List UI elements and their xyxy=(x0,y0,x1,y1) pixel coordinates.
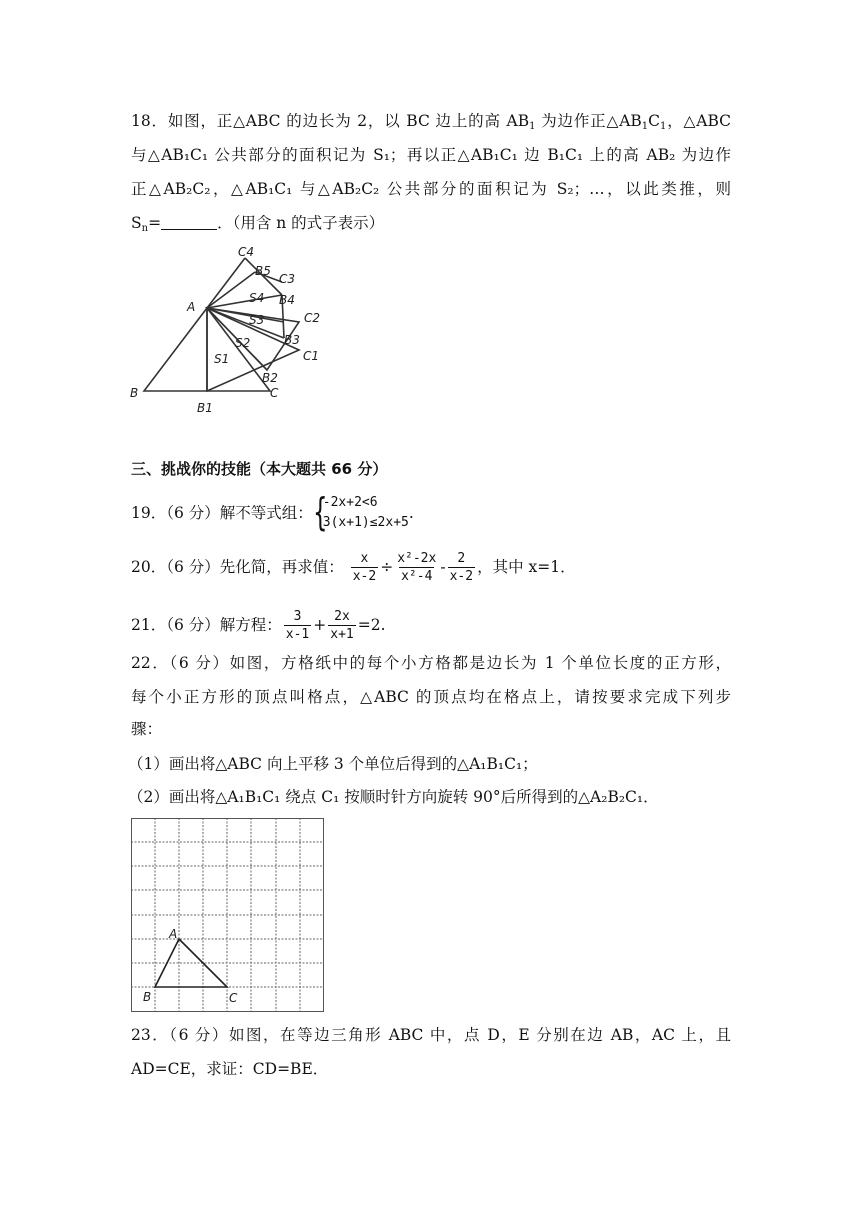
label: B2 xyxy=(262,371,278,385)
fraction: $\frac{2}{x-2}$ xyxy=(449,550,474,584)
section-heading: 三、挑战你的技能（本大题共 66 分） xyxy=(131,460,388,478)
fraction: $\frac{\text{x²-2x}}{\text{x²-4}}$ xyxy=(397,550,437,584)
q23-line2: AD=CE，求证：CD=BE． xyxy=(131,1060,329,1078)
q18-triangle-figure xyxy=(127,240,327,418)
answer-blank[interactable] xyxy=(161,215,217,230)
label: B4 xyxy=(279,293,295,307)
q18-line3: 正△AB₂C₂，△AB₁C₁ 与△AB₂C₂ 公共部分的面积记为 S₂；…，以此类推，则 xyxy=(131,180,731,198)
label: C xyxy=(270,386,279,400)
q20: 20．（6 分）先化简，再求值： $\frac{x}{x-2}$ ÷ $\frac{\text{x²-2x}}{\text{x²-4}}$ - $\frac{2}{x-2}$ ，其中 x=1． xyxy=(131,550,576,584)
label: S4 xyxy=(249,291,265,305)
q18-line2: 与△AB₁C₁ 公共部分的面积记为 S₁；再以正△AB₁C₁ 边 B₁C₁ 上的高 AB₂ 为边作 xyxy=(131,146,731,164)
label: C4 xyxy=(238,245,255,259)
q22-line3: 骤： xyxy=(131,720,163,738)
fraction: $\frac{2x}{x+1}$ xyxy=(330,608,354,642)
label: B5 xyxy=(255,264,271,278)
label: B xyxy=(143,990,152,1004)
label: A xyxy=(187,300,196,314)
q21: 21．（6 分）解方程： $\frac{3}{x-1}$ + $\frac{2x}{x+1}$ =2. xyxy=(131,608,386,642)
q18-line1: 18．如图，正△ABC 的边长为 2，以 BC 边上的高 $AB_1$ 为边作正$\triangle AB_1C_1$，△ABC xyxy=(131,112,732,132)
label: C1 xyxy=(303,349,320,363)
q19: 19．（6 分）解不等式组： { -2x+2<6 3(x+1)≤2x+5 . xyxy=(131,490,414,534)
q22-line1: 22．（6 分）如图，方格纸中的每个小方格都是边长为 1 个单位长度的正方形， xyxy=(131,654,731,672)
fraction: $\frac{x}{x-2}$ xyxy=(352,550,377,584)
q23-line1: 23．（6 分）如图，在等边三角形 ABC 中，点 D，E 分别在边 AB，AC 上，且 xyxy=(131,1026,731,1044)
label: S2 xyxy=(235,336,251,350)
q22-step1: （1）画出将△ABC 向上平移 3 个单位后得到的△A₁B₁C₁； xyxy=(128,755,538,773)
label: B1 xyxy=(197,401,213,415)
label: C2 xyxy=(304,311,321,325)
q22-line2: 每个小正方形的顶点叫格点，△ABC 的顶点均在格点上，请按要求完成下列步 xyxy=(131,688,731,706)
q18-line4: $S_n=$ ．（用含 n 的式子表示） xyxy=(131,214,385,234)
label: B3 xyxy=(284,333,300,347)
label: B xyxy=(130,386,139,400)
label: C xyxy=(229,991,238,1005)
q22-step2: （2）画出将△A₁B₁C₁ 绕点 C₁ 按顺时针方向旋转 90°后所得到的△A₂B₂C₁． xyxy=(128,788,659,806)
inequality-system: { -2x+2<6 3(x+1)≤2x+5 xyxy=(312,490,409,534)
label: S1 xyxy=(214,352,230,366)
label: C3 xyxy=(279,272,296,286)
fraction: $\frac{3}{x-1}$ xyxy=(285,608,310,642)
label: A xyxy=(169,927,178,941)
grid-figure xyxy=(131,818,326,1014)
label: S3 xyxy=(249,313,265,327)
